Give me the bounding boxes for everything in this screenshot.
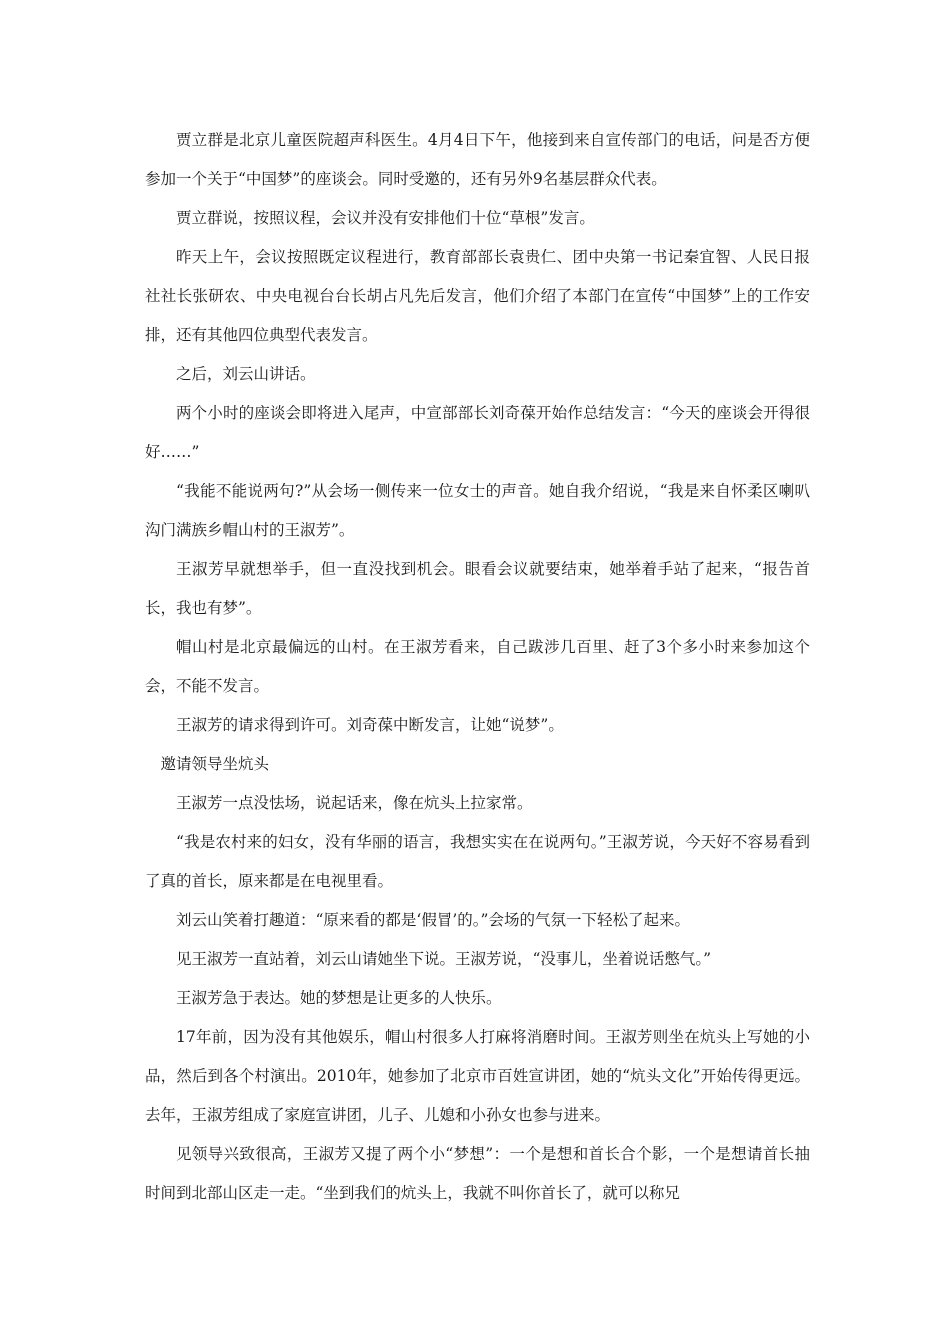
paragraph: 昨天上午，会议按照既定议程进行，教育部部长袁贵仁、团中央第一书记秦宜智、人民日报社社长张研农、中央电视台台长胡占凡先后发言，他们介绍了本部门在宣传“中国梦”上的工作安排，还有其他四位典型代表发言。 [145, 248, 810, 344]
document-body [145, 121, 810, 1213]
paragraph: “我是农村来的妇女，没有华丽的语言，我想实实在在说两句。”王淑芳说，今天好不容易看到了真的首长，原来都是在电视里看。 [145, 833, 810, 890]
paragraph: 刘云山笑着打趣道：“原来看的都是‘假冒’的。”会场的气氛一下轻松了起来。 [176, 911, 690, 929]
paragraph: 之后，刘云山讲话。 [176, 365, 316, 383]
paragraph: 贾立群是北京儿童医院超声科医生。4月4日下午，他接到来自宣传部门的电话，问是否方便参加一个关于“中国梦”的座谈会。同时受邀的，还有另外9名基层群众代表。 [145, 131, 810, 188]
paragraph: 两个小时的座谈会即将进入尾声，中宣部部长刘奇葆开始作总结发言：“今天的座谈会开得很好……” [145, 404, 810, 461]
paragraph: 王淑芳的请求得到许可。刘奇葆中断发言，让她“说梦”。 [176, 716, 564, 734]
paragraph: 见领导兴致很高，王淑芳又提了两个小“梦想”：一个是想和首长合个影，一个是想请首长抽时间到北部山区走一走。“坐到我们的炕头上，我就不叫你首长了，就可以称兄 [145, 1145, 810, 1202]
paragraph: 贾立群说，按照议程，会议并没有安排他们十位“草根”发言。 [176, 209, 595, 227]
paragraph: 王淑芳急于表达。她的梦想是让更多的人快乐。 [176, 989, 502, 1007]
paragraph: “我能不能说两句?”从会场一侧传来一位女士的声音。她自我介绍说，“我是来自怀柔区喇叭沟门满族乡帽山村的王淑芳”。 [145, 482, 810, 539]
paragraph: 王淑芳早就想举手，但一直没找到机会。眼看会议就要结束，她举着手站了起来，“报告首长，我也有梦”。 [145, 560, 810, 617]
paragraph: 王淑芳一点没怯场，说起话来，像在炕头上拉家常。 [176, 794, 533, 812]
paragraph: 见王淑芳一直站着，刘云山请她坐下说。王淑芳说，“没事儿，坐着说话憋气。” [176, 950, 712, 968]
section-heading: 邀请领导坐炕头 [160, 755, 270, 773]
paragraph: 17年前，因为没有其他娱乐，帽山村很多人打麻将消磨时间。王淑芳则坐在炕头上写她的小品，然后到各个村演出。2010年，她参加了北京市百姓宣讲团，她的“炕头文化”开始传得更远。去年，王淑芳组成了家庭宣讲团，儿子、儿媳和小孙女也参与进来。 [145, 1028, 810, 1124]
paragraph: 帽山村是北京最偏远的山村。在王淑芳看来，自己跋涉几百里、赶了3个多小时来参加这个会，不能不发言。 [145, 638, 810, 695]
